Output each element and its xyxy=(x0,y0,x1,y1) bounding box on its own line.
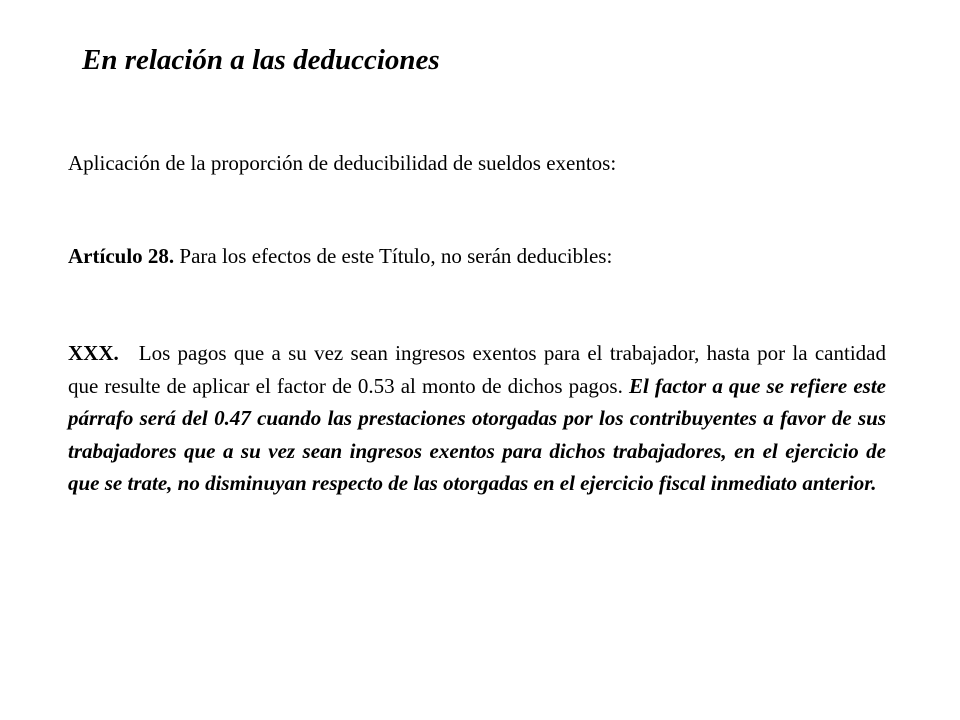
fraction-text: Los pagos que a su vez sean ingresos exentos para el trabajador, hasta por la cantidad que resulte de aplicar el factor de 0.53 al monto de dichos pagos. xyxy=(68,341,886,398)
article-text: Para los efectos de este Título, no serán deducibles: xyxy=(174,244,613,268)
article-label: Artículo 28. xyxy=(68,244,175,268)
fraction-label: XXX. xyxy=(68,341,119,365)
article-paragraph xyxy=(68,240,886,272)
subtitle-text: Aplicación de la proporción de deducibilidad de sueldos exentos: xyxy=(68,151,617,175)
fraction-emphasis: El factor a que se refiere este párrafo será del 0.47 cuando las prestaciones otorgadas por los contribuyentes a favor de sus trabajadores que a su vez sean ingresos exentos para dichos trabajadores, en el ejercicio de que se trate, no disminuyan respecto de las otorgadas en el ejercicio fiscal inmediato anterior. xyxy=(68,373,886,496)
slide-title: En relación a las deducciones xyxy=(82,44,440,76)
fraction-paragraph xyxy=(68,337,886,500)
